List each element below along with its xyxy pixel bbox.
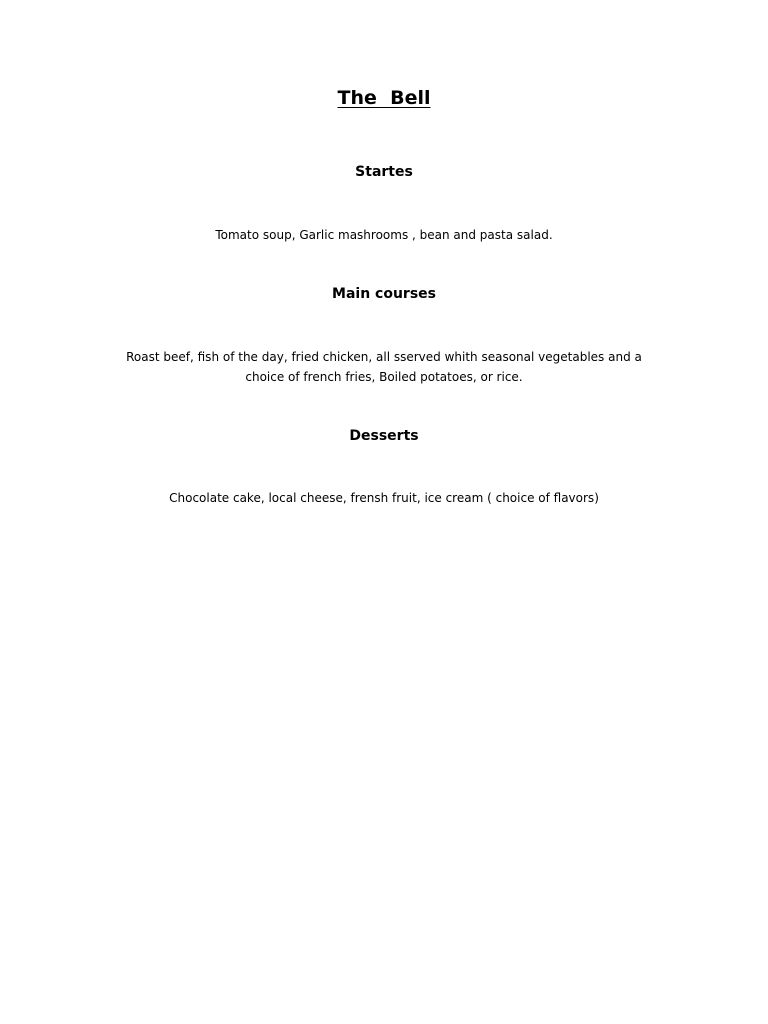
starters-description: Tomato soup, Garlic mashrooms , bean and pasta salad. (215, 228, 553, 242)
desserts-description: Chocolate cake, local cheese, frensh fruit, ice cream ( choice of flavors) (169, 491, 599, 505)
section-heading-desserts: Desserts (349, 428, 419, 444)
section-heading-main-courses: Main courses (332, 286, 436, 302)
main-courses-description-line-2: choice of french fries, Boiled potatoes, or rice. (245, 370, 523, 384)
section-heading-starters: Startes (355, 164, 413, 180)
menu-title: The Bell (337, 87, 431, 109)
main-courses-description-line-1: Roast beef, fish of the day, fried chicken, all sserved whith seasonal vegetables and a (126, 350, 642, 364)
